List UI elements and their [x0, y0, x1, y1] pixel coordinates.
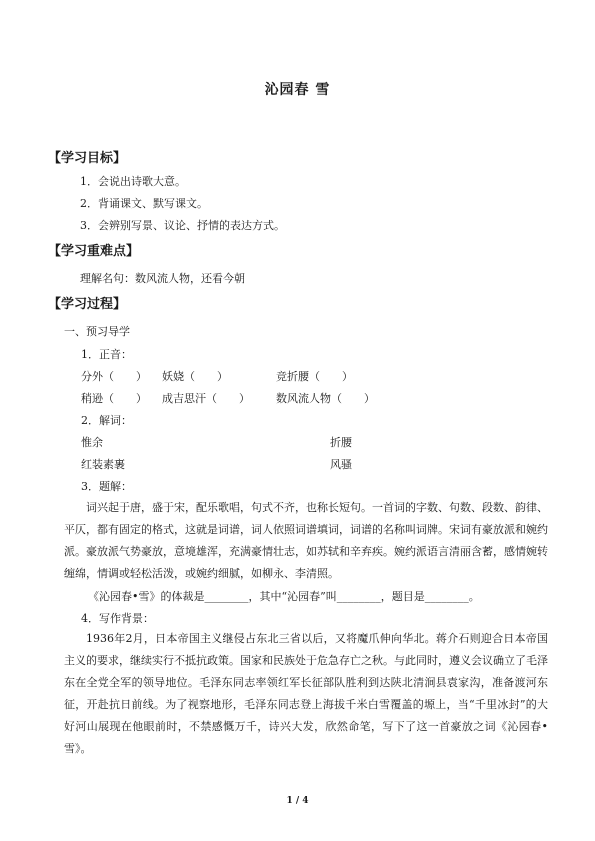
background-paragraph: 1936年2月，日本帝国主义继侵占东北三省以后，又将魔爪伸向华北。蒋介石则迎合日本帝国主义的要求，继续实行不抵抗政策。国家和民族处于危急存亡之秋。与此同时，遵义会议确立了毛泽东在全党全军的领导地位。毛泽东同志率领红军长征部队胜利到达陕北清涧县袁家沟，准备渡河东征，开赴抗日前线。为了视察地形，毛泽东同志登上海拔千米白雪覆盖的塬上，当“千里冰封”的大好河山展现在他眼前时，不禁感慨万千，诗兴大发，欣然命笔，写下了这一首豪放之词《沁园春•雪》。: [64, 632, 548, 755]
page-number: 1 / 4: [286, 796, 309, 806]
pron-item: 数风流人物（ ）: [276, 392, 375, 405]
background-label: 4．写作背景：: [81, 612, 154, 625]
pron-item: 妖娆（ ）: [162, 370, 228, 383]
topic-paragraph: 词兴起于唐，盛于宋，配乐歌唱，句式不齐，也称长短句。一首词的字数、句数、段数、韵律、平仄，都有固定的格式，这就是词谱，词人依照词谱填词，词谱的名称叫词牌。宋词有豪放派和婉约派。豪放派气势豪放，意境雄浑，充满豪情壮志，如苏轼和辛弃疾。婉约派语言清丽含蓄，感情婉转缠绵，情调或轻松活泼，或婉约细腻，如柳永、李清照。: [64, 501, 548, 580]
preview-heading: 一、预习导学: [64, 325, 130, 338]
goal-item-1: 1．会说出诗歌大意。: [80, 175, 186, 188]
process-heading: 【学习过程】: [48, 297, 127, 312]
word-item: 折腰: [330, 436, 352, 449]
pron-item: 成吉思汗（ ）: [162, 392, 250, 405]
fill-blank-question: 《沁园春•雪》的体裁是________，其中“沁园春”叫________，题目是________。: [88, 590, 480, 603]
word-item: 红装素裹: [81, 458, 125, 471]
focus-heading: 【学习重难点】: [48, 244, 140, 259]
word-item: 风骚: [330, 458, 352, 471]
goals-heading: 【学习目标】: [48, 151, 127, 166]
topic-label: 3．题解：: [81, 480, 132, 493]
page-title: 沁园春 雪: [264, 82, 331, 98]
goal-item-3: 3．会辨别写景、议论、抒情的表达方式。: [80, 219, 285, 232]
words-label: 2．解词：: [81, 414, 132, 427]
pron-item: 竞折腰（ ）: [276, 370, 353, 383]
pron-item: 分外（ ）: [81, 370, 147, 383]
focus-text: 理解名句：数风流人物，还看今朝: [80, 272, 245, 285]
pronunciation-label: 1．正音：: [81, 348, 132, 361]
pron-item: 稍逊（ ）: [81, 392, 147, 405]
word-item: 惟余: [81, 436, 103, 449]
goal-item-2: 2．背诵课文、默写课文。: [80, 197, 208, 210]
